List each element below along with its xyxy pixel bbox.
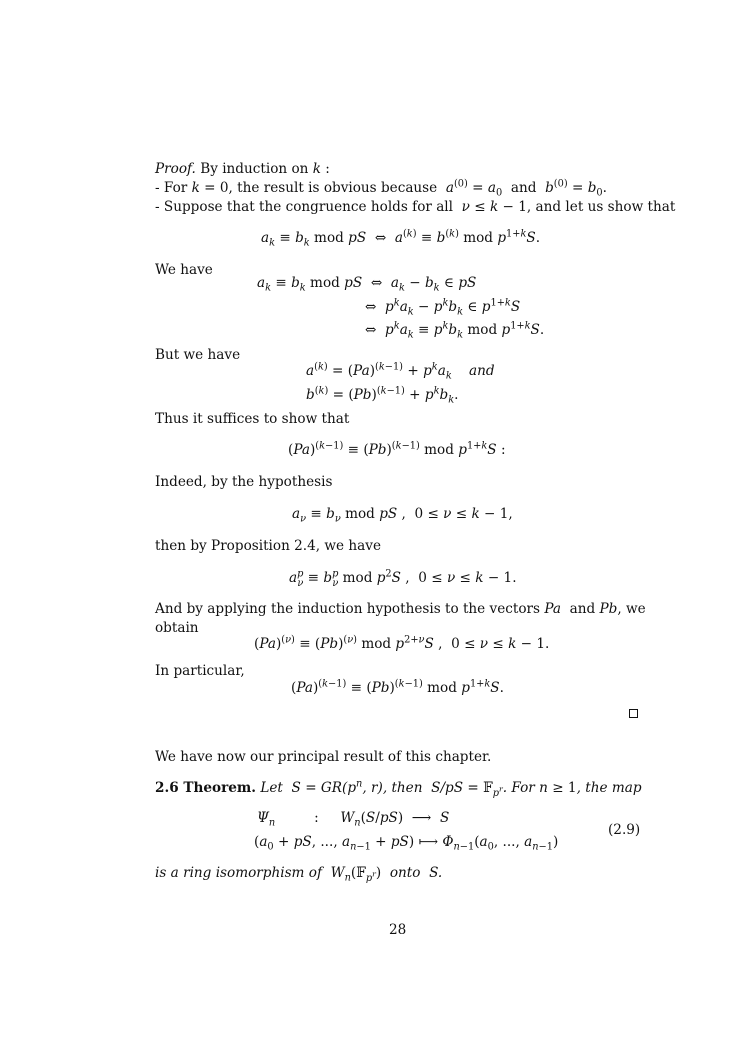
text-and-applying-1: And by applying the induction hypothesis to the vectors Pa and Pb, we [155, 601, 646, 617]
equation-we-have-1: $a_k \equiv b_k$ mod pS ⇔ $a_k - b_k$ ∈ pS [257, 275, 477, 294]
page-number: 28 [389, 922, 407, 938]
text-principal-result: We have now our principal result of this chapter. [155, 749, 492, 765]
text-indeed: Indeed, by the hypothesis [155, 474, 333, 490]
equation-ak-def: $a^{(k)} = (Pa)^{(k-1)} + p^ka_k$ and [306, 361, 495, 382]
proof-base-case: - For k = 0, the result is obvious because $a^{(0)} = a_0$ and $b^{(0)} = b_0$. [155, 178, 607, 199]
equation-proposition: $a^p_\nu \equiv b^p_\nu$ mod $p^2S$ , 0 ≤ ν ≤ k − 1. [289, 568, 517, 589]
theorem-conclusion: is a ring isomorphism of $W_n(𝔽_{p^r})$ onto S. [155, 865, 443, 884]
equation-bk-def: $b^{(k)} = (Pb)^{(k-1)} + p^kb_k$. [306, 385, 459, 406]
text-then-proposition: then by Proposition 2.4, we have [155, 538, 381, 554]
theorem-label: 2.6 Theorem. [155, 780, 257, 796]
text-and-applying-2: obtain [155, 620, 199, 636]
theorem-statement: 2.6 Theorem. Let $S = GR(p^n$, r), then S/pS = 𝔽$_{p^r}$. For n ≥ 1, the map [155, 778, 642, 799]
proof-inductive-step: - Suppose that the congruence holds for all ν ≤ k − 1, and let us show that [155, 199, 676, 215]
qed-square-icon [629, 709, 638, 718]
equation-number: (2.9) [608, 822, 641, 838]
text-but-we-have: But we have [155, 347, 241, 363]
equation-suffices: $(Pa)^{(k-1)} \equiv (Pb)^{(k-1)}$ mod $p^{1+k}S$ : [288, 440, 506, 458]
map-line-1: $\Psi_n$ : $W_n(S/pS)$ ⟶ S [257, 810, 450, 829]
proof-label: Proof. [155, 161, 196, 177]
equation-we-have-3: ⇔ $p^ka_k \equiv p^kb_k$ mod $p^{1+k}S$. [365, 320, 545, 341]
equation-induction: $(Pa)^{(\nu)} \equiv (Pb)^{(\nu)}$ mod $p^{2+\nu}S$ , 0 ≤ ν ≤ k − 1. [254, 634, 550, 652]
text-thus: Thus it suffices to show that [155, 411, 350, 427]
proof-intro-line [155, 160, 330, 178]
equation-we-have-2: ⇔ $p^ka_k - p^kb_k$ ∈ $p^{1+k}S$ [365, 297, 521, 318]
equation-particular: $(Pa)^{(k-1)} \equiv (Pb)^{(k-1)}$ mod $p^{1+k}S$. [291, 678, 504, 696]
text-we-have: We have [155, 262, 213, 278]
map-line-2: ($a_0$ + pS, ..., $a_{n-1} + pS$) ⟼ $\Phi_{n-1}(a_0$, ..., $a_{n-1}$) [254, 834, 559, 853]
equation-main: $a_k \equiv b_k$ mod pS ⇔ $a^{(k)} \equiv b^{(k)}$ mod $p^{1+k}S$. [261, 228, 541, 249]
equation-hypothesis: $a_\nu \equiv b_\nu$ mod pS , 0 ≤ ν ≤ k − 1, [292, 506, 513, 525]
text-in-particular: In particular, [155, 663, 245, 679]
proof-intro-text: By induction on k : [200, 161, 330, 177]
